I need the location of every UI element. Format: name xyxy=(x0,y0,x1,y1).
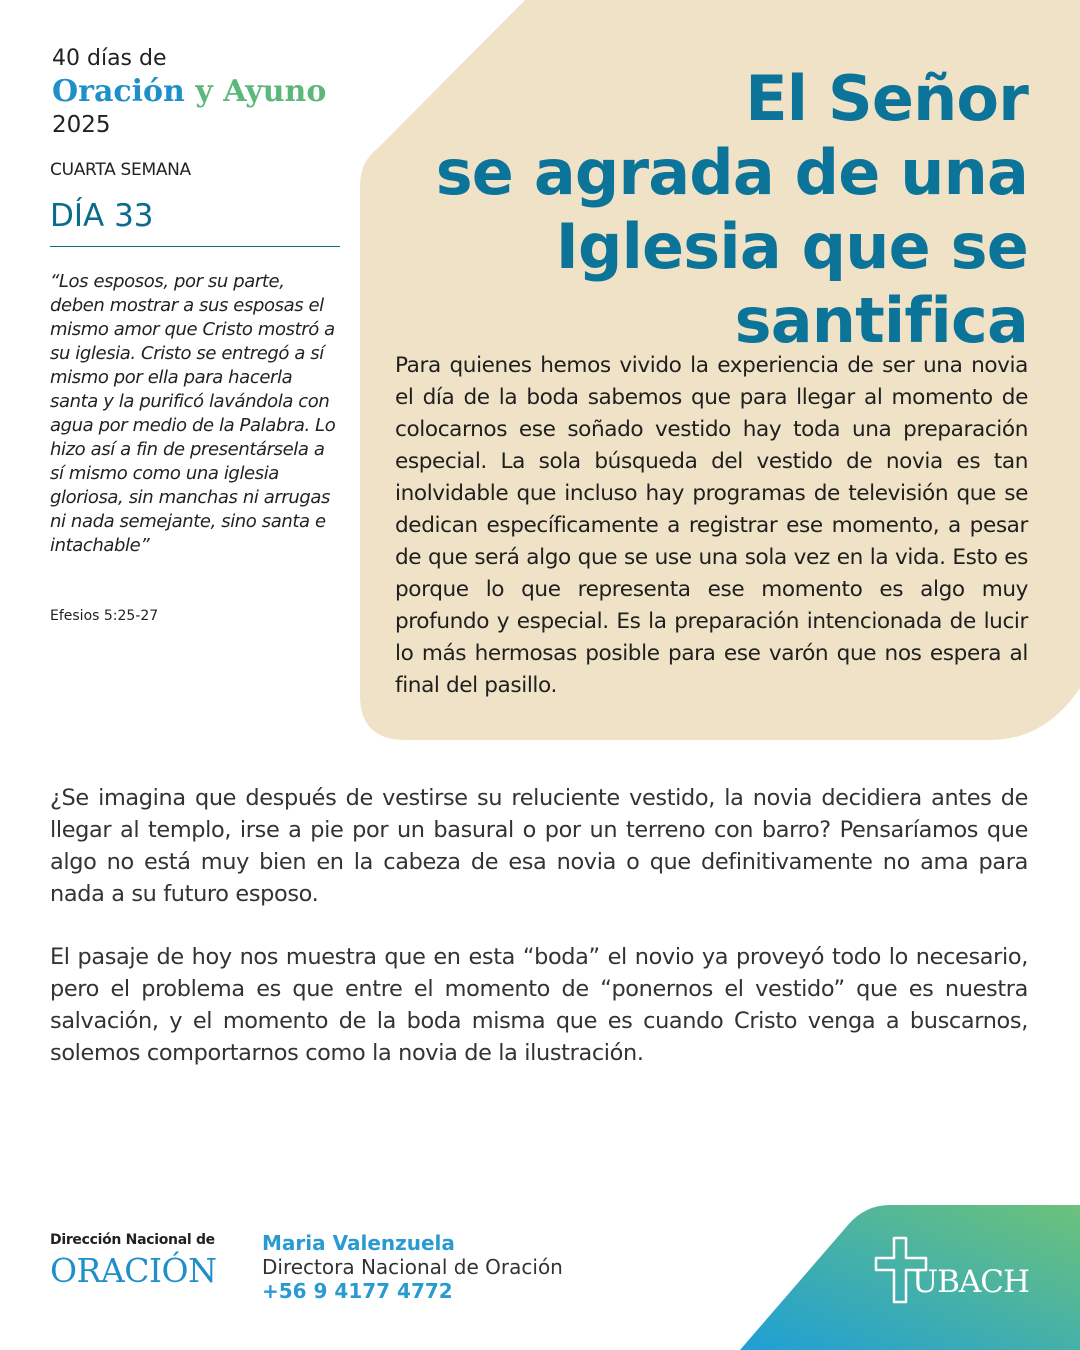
footer-org-subtitle: Dirección Nacional de xyxy=(50,1232,215,1248)
series-title-oracion: Oración xyxy=(52,74,185,109)
series-label: 40 días de xyxy=(52,46,167,71)
ubach-logo-text: UBACH xyxy=(912,1264,1030,1300)
page-title xyxy=(428,62,1028,358)
contact-role: Directora Nacional de Oración xyxy=(262,1255,563,1279)
series-title-ayuno: y Ayuno xyxy=(195,74,327,109)
title-line-3: Iglesia que se xyxy=(555,210,1028,283)
day-label: DÍA 33 xyxy=(50,198,154,234)
contact-name: Maria Valenzuela xyxy=(262,1231,455,1255)
intro-paragraph: Para quienes hemos vivido la experiencia de ser una novia el día de la boda sabemos que para llegar al momento de colocarnos ese soñado vestido hay toda una preparación especial. La sola búsqueda del vestido de novia es tan inolvidable que incluso hay programas de televisión que se dedican específicamente a registrar ese momento, a pesar de que será algo que se use una sola vez en la vida. Esto es porque lo que representa ese momento es algo muy profundo y especial. Es la preparación intencionada de lucir lo más hermosas posible para ese varón que nos espera al final del pasillo. xyxy=(395,353,1028,698)
week-label: CUARTA SEMANA xyxy=(50,160,191,180)
title-line-2: se agrada de una xyxy=(435,136,1028,209)
divider xyxy=(50,246,340,247)
contact-phone[interactable]: +56 9 4177 4772 xyxy=(262,1279,453,1303)
footer-org-logo-text: ORACIÓN xyxy=(50,1251,217,1290)
title-line-1: El Señor xyxy=(745,62,1028,135)
bible-verse: “Los esposos, por su parte, deben mostrar a sus esposas el mismo amor que Cristo mostró a su iglesia. Cristo se entregó a sí mismo por ella para hacerla santa y la purificó lavándola con agua por medio de la Palabra. Lo hizo así a fin de presentársela a sí mismo como una iglesia gloriosa, sin manchas ni arrugas ni nada semejante, sino santa e intachable” xyxy=(50,271,336,556)
title-line-4: santifica xyxy=(734,284,1028,357)
body-paragraph-2: El pasaje de hoy nos muestra que en esta “boda” el novio ya proveyó todo lo necesario, pero el problema es que entre el momento de “ponernos el vestido” que es nuestra salvación, y el momento de la boda misma que es cuando Cristo venga a buscarnos, solemos comportarnos como la novia de la ilustración. xyxy=(50,944,1028,1066)
series-year: 2025 xyxy=(52,112,111,138)
verse-reference: Efesios 5:25-27 xyxy=(50,608,159,624)
body-paragraph-1: ¿Se imagina que después de vestirse su reluciente vestido, la novia decidiera antes de llegar al templo, irse a pie por un basural o por un terreno con barro? Pensaríamos que algo no está muy bien en la cabeza de esa novia o que definitivamente no ama para nada a su futuro esposo. xyxy=(50,785,1028,907)
series-title xyxy=(52,74,326,110)
